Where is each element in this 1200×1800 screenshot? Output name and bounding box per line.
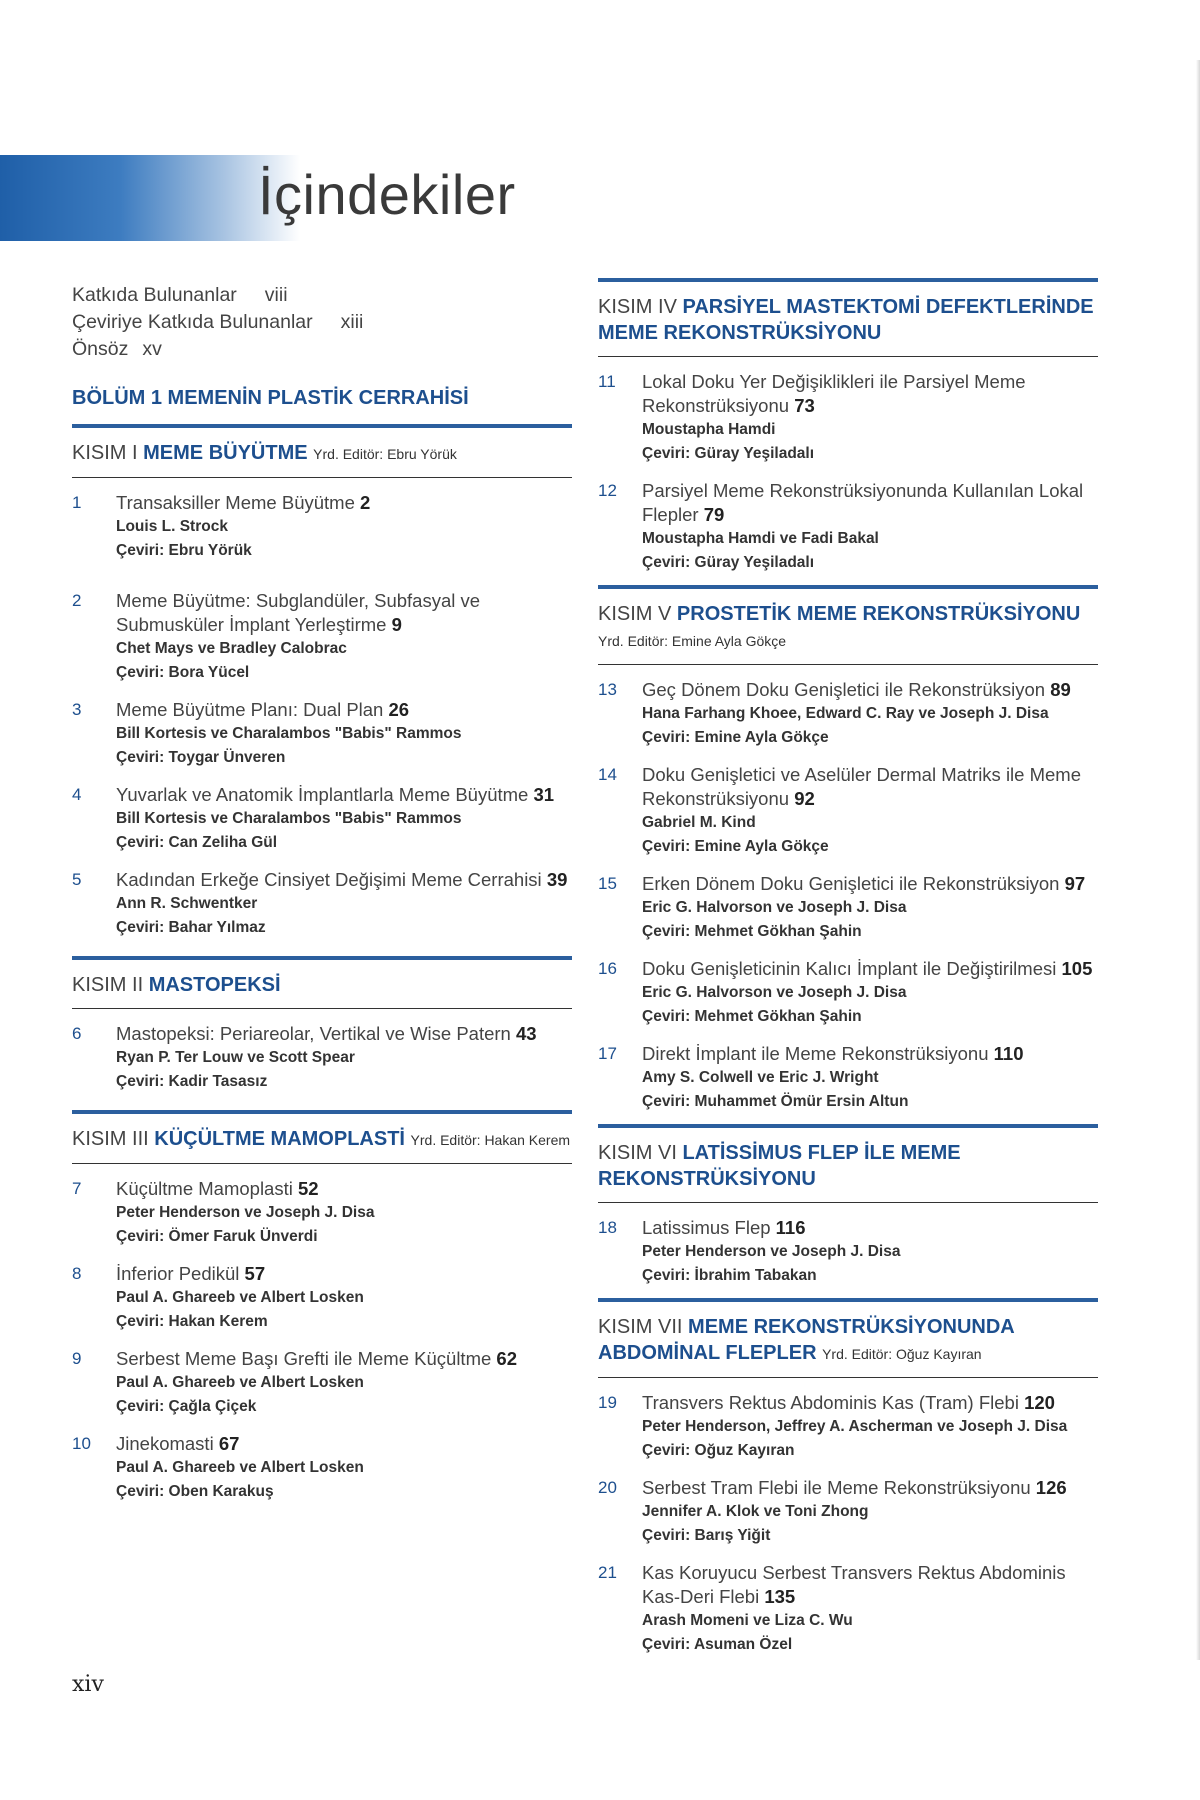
chapter-page: 110 bbox=[993, 1043, 1024, 1064]
chapter-title: Kas Koruyucu Serbest Transvers Rektus Abdominis Kas-Deri Flebi bbox=[642, 1562, 1066, 1607]
section-number: KISIM II bbox=[72, 974, 144, 996]
chapter-title: Parsiyel Meme Rekonstrüksiyonunda Kullanılan Lokal Flepler bbox=[642, 480, 1084, 525]
section-heading bbox=[598, 1128, 1098, 1203]
chapter-number: 3 bbox=[72, 700, 82, 719]
front-matter-item[interactable] bbox=[72, 282, 572, 309]
chapter-page: 97 bbox=[1064, 873, 1086, 894]
chapter-translator: Çeviri: Bora Yücel bbox=[116, 664, 250, 681]
section-heading bbox=[598, 589, 1098, 665]
chapter-title: Transaksiller Meme Büyütme bbox=[116, 492, 355, 513]
chapter-entry[interactable] bbox=[598, 957, 1098, 1029]
chapter-authors: Peter Henderson ve Joseph J. Disa bbox=[642, 1243, 901, 1260]
front-matter-page: viii bbox=[264, 284, 288, 306]
right-column bbox=[598, 278, 1098, 1657]
chapter-authors: Jennifer A. Klok ve Toni Zhong bbox=[642, 1503, 869, 1520]
chapter-translator: Çeviri: Ebru Yörük bbox=[116, 542, 252, 559]
front-matter-page: xiii bbox=[340, 311, 364, 333]
chapter-translator: Çeviri: Güray Yeşiladalı bbox=[642, 554, 815, 571]
section-heading bbox=[598, 1302, 1098, 1378]
chapter-entry[interactable] bbox=[598, 1561, 1098, 1657]
chapter-page: 67 bbox=[218, 1433, 240, 1454]
chapter-authors: Peter Henderson, Jeffrey A. Ascherman ve Joseph J. Disa bbox=[642, 1418, 1068, 1435]
chapter-title: Mastopeksi: Periareolar, Vertikal ve Wise Patern bbox=[116, 1023, 511, 1044]
chapter-title: Meme Büyütme Planı: Dual Plan bbox=[116, 699, 384, 720]
chapter-title: Erken Dönem Doku Genişletici ile Rekonstrüksiyon bbox=[642, 873, 1060, 894]
chapter-title: Serbest Tram Flebi ile Meme Rekonstrüksiyonu bbox=[642, 1477, 1031, 1498]
chapter-authors: Paul A. Ghareeb ve Albert Losken bbox=[116, 1374, 364, 1391]
chapter-page: 120 bbox=[1024, 1392, 1055, 1413]
chapter-entry[interactable] bbox=[598, 1391, 1098, 1463]
chapter-number: 1 bbox=[72, 493, 82, 512]
chapter-authors: Paul A. Ghareeb ve Albert Losken bbox=[116, 1289, 364, 1306]
chapter-translator: Çeviri: Asuman Özel bbox=[642, 1636, 793, 1653]
chapter-translator: Çeviri: Kadir Tasasız bbox=[116, 1073, 268, 1090]
section-number: KISIM VII bbox=[598, 1316, 683, 1338]
chapter-authors: Louis L. Strock bbox=[116, 518, 228, 535]
section-title: LATİSSİMUS FLEP İLE MEME REKONSTRÜKSİYONU bbox=[598, 1142, 961, 1190]
chapter-page: 79 bbox=[703, 504, 725, 525]
section-title: KÜÇÜLTME MAMOPLASTİ bbox=[154, 1128, 405, 1150]
chapter-page: 62 bbox=[496, 1348, 517, 1369]
chapter-page: 52 bbox=[297, 1178, 319, 1199]
front-matter-label: Önsöz bbox=[72, 338, 129, 360]
chapter-translator: Çeviri: Emine Ayla Gökçe bbox=[642, 729, 829, 746]
chapter-translator: Çeviri: Can Zeliha Gül bbox=[116, 834, 278, 851]
chapter-title: Transvers Rektus Abdominis Kas (Tram) Flebi bbox=[642, 1392, 1019, 1413]
chapter-translator: Çeviri: Mehmet Gökhan Şahin bbox=[642, 1008, 862, 1025]
chapter-entry[interactable] bbox=[72, 868, 572, 940]
chapter-title: Lokal Doku Yer Değişiklikleri ile Parsiyel Meme Rekonstrüksiyonu bbox=[642, 371, 1026, 416]
chapter-translator: Çeviri: Bahar Yılmaz bbox=[116, 919, 266, 936]
chapter-title: Serbest Meme Başı Grefti ile Meme Küçültme bbox=[116, 1348, 492, 1369]
chapter-page: 57 bbox=[244, 1263, 266, 1284]
section-number: KISIM III bbox=[72, 1128, 149, 1150]
chapter-authors: Paul A. Ghareeb ve Albert Losken bbox=[116, 1459, 364, 1476]
chapter-title: Direkt İmplant ile Meme Rekonstrüksiyonu bbox=[642, 1043, 989, 1064]
chapter-page: 135 bbox=[764, 1586, 796, 1607]
page-title: İçindekiler bbox=[258, 163, 516, 226]
chapter-entry[interactable] bbox=[72, 1432, 572, 1504]
chapter-entry[interactable] bbox=[72, 1262, 572, 1334]
chapter-page: 116 bbox=[775, 1217, 806, 1238]
chapter-title: Jinekomasti bbox=[116, 1433, 214, 1454]
chapter-page: 2 bbox=[360, 492, 371, 513]
chapter-authors: Gabriel M. Kind bbox=[642, 814, 756, 831]
chapter-authors: Amy S. Colwell ve Eric J. Wright bbox=[642, 1069, 879, 1086]
chapter-number: 10 bbox=[72, 1434, 91, 1453]
chapter-number: 4 bbox=[72, 785, 82, 804]
front-matter-item[interactable] bbox=[72, 309, 572, 336]
chapter-page: 73 bbox=[794, 395, 815, 416]
left-column bbox=[72, 282, 572, 1504]
chapter-entry[interactable] bbox=[598, 763, 1098, 859]
chapter-entry[interactable] bbox=[72, 783, 572, 855]
chapter-number: 11 bbox=[598, 372, 616, 391]
chapter-authors: Moustapha Hamdi bbox=[642, 421, 776, 438]
chapter-translator: Çeviri: Güray Yeşiladalı bbox=[642, 445, 815, 462]
chapter-title: Geç Dönem Doku Genişletici ile Rekonstrüksiyon bbox=[642, 679, 1046, 700]
chapter-page: 43 bbox=[515, 1023, 537, 1044]
section-title: PARSİYEL MASTEKTOMİ DEFEKTLERİNDE MEME REKONSTRÜKSİYONU bbox=[598, 296, 1094, 344]
chapter-number: 17 bbox=[598, 1044, 617, 1063]
section-number: KISIM VI bbox=[598, 1142, 677, 1164]
section-heading bbox=[72, 1114, 572, 1164]
chapter-entry[interactable] bbox=[598, 479, 1098, 575]
chapter-title: Yuvarlak ve Anatomik İmplantlarla Meme Büyütme bbox=[116, 784, 529, 805]
chapter-number: 5 bbox=[72, 870, 82, 889]
chapter-title: Meme Büyütme: Subglandüler, Subfasyal ve Submusküler İmplant Yerleştirme bbox=[116, 590, 481, 635]
section-editor: Yrd. Editör: Oğuz Kayıran bbox=[822, 1346, 982, 1362]
chapter-number: 2 bbox=[72, 591, 82, 610]
section-heading bbox=[72, 960, 572, 1009]
chapter-page: 105 bbox=[1061, 958, 1093, 979]
section-title: MASTOPEKSİ bbox=[148, 974, 281, 996]
chapter-title: Latissimus Flep bbox=[642, 1217, 771, 1238]
chapter-title: İnferior Pedikül bbox=[116, 1263, 240, 1284]
chapter-page: 89 bbox=[1050, 679, 1071, 700]
chapter-authors: Chet Mays ve Bradley Calobrac bbox=[116, 640, 347, 657]
chapter-translator: Çeviri: Mehmet Gökhan Şahin bbox=[642, 923, 862, 940]
section-heading bbox=[72, 428, 572, 478]
chapter-authors: Peter Henderson ve Joseph J. Disa bbox=[116, 1204, 375, 1221]
section-title: MEME BÜYÜTME bbox=[143, 442, 308, 464]
chapter-title: Doku Genişleticinin Kalıcı İmplant ile Değiştirilmesi bbox=[642, 958, 1057, 979]
chapter-authors: Bill Kortesis ve Charalambos "Babis" Rammos bbox=[116, 810, 462, 827]
chapter-authors: Arash Momeni ve Liza C. Wu bbox=[642, 1612, 853, 1629]
chapter-entry[interactable] bbox=[598, 1042, 1098, 1114]
chapter-title: Kadından Erkeğe Cinsiyet Değişimi Meme Cerrahisi bbox=[116, 869, 542, 890]
chapter-number: 14 bbox=[598, 765, 617, 784]
chapter-number: 15 bbox=[598, 874, 617, 893]
chapter-entry[interactable] bbox=[598, 1476, 1098, 1548]
chapter-page: 126 bbox=[1035, 1477, 1067, 1498]
front-matter-page: xv bbox=[142, 338, 162, 360]
chapter-entry[interactable] bbox=[598, 678, 1098, 750]
chapter-number: 9 bbox=[72, 1349, 82, 1368]
section-number: KISIM V bbox=[598, 603, 672, 625]
chapter-page: 92 bbox=[794, 788, 815, 809]
chapter-number: 6 bbox=[72, 1024, 82, 1043]
chapter-translator: Çeviri: Çağla Çiçek bbox=[116, 1398, 257, 1415]
chapter-number: 20 bbox=[598, 1478, 617, 1497]
chapter-translator: Çeviri: Emine Ayla Gökçe bbox=[642, 838, 829, 855]
chapter-entry[interactable] bbox=[72, 491, 572, 563]
chapter-entry[interactable] bbox=[598, 1216, 1098, 1288]
chapter-entry[interactable] bbox=[598, 872, 1098, 944]
chapter-entry[interactable] bbox=[72, 1177, 572, 1249]
chapter-page: 39 bbox=[546, 869, 568, 890]
chapter-number: 13 bbox=[598, 680, 617, 699]
chapter-authors: Eric G. Halvorson ve Joseph J. Disa bbox=[642, 984, 907, 1001]
chapter-translator: Çeviri: Muhammet Ömür Ersin Altun bbox=[642, 1093, 909, 1110]
chapter-translator: Çeviri: Toygar Ünveren bbox=[116, 749, 286, 766]
chapter-number: 21 bbox=[598, 1563, 617, 1582]
chapter-title: Doku Genişletici ve Aselüler Dermal Matriks ile Meme Rekonstrüksiyonu bbox=[642, 764, 1081, 809]
section-title: MEME REKONSTRÜKSİYONUNDA ABDOMİNAL FLEPLER bbox=[598, 1316, 1014, 1364]
chapter-number: 12 bbox=[598, 481, 617, 500]
chapter-number: 16 bbox=[598, 959, 617, 978]
front-matter-label: Katkıda Bulunanlar bbox=[72, 284, 237, 306]
front-matter-label: Çeviriye Katkıda Bulunanlar bbox=[72, 311, 313, 333]
chapter-translator: Çeviri: Ömer Faruk Ünverdi bbox=[116, 1228, 318, 1245]
chapter-entry[interactable] bbox=[598, 370, 1098, 466]
section-editor: Yrd. Editör: Ebru Yörük bbox=[313, 446, 457, 462]
chapter-title: Küçültme Mamoplasti bbox=[116, 1178, 293, 1199]
chapter-number: 7 bbox=[72, 1179, 82, 1198]
chapter-translator: Çeviri: Hakan Kerem bbox=[116, 1313, 268, 1330]
chapter-authors: Ann R. Schwentker bbox=[116, 895, 258, 912]
chapter-entry[interactable] bbox=[72, 698, 572, 770]
chapter-translator: Çeviri: Oğuz Kayıran bbox=[642, 1442, 795, 1459]
chapter-translator: Çeviri: Oben Karakuş bbox=[116, 1483, 274, 1500]
section-number: KISIM I bbox=[72, 442, 138, 464]
chapter-page: 31 bbox=[533, 784, 555, 805]
front-matter-item[interactable] bbox=[72, 336, 572, 363]
chapter-authors: Ryan P. Ter Louw ve Scott Spear bbox=[116, 1049, 355, 1066]
page-number: xiv bbox=[72, 1672, 104, 1697]
chapter-number: 18 bbox=[598, 1218, 617, 1237]
chapter-authors: Hana Farhang Khoee, Edward C. Ray ve Joseph J. Disa bbox=[642, 705, 1049, 722]
chapter-page: 9 bbox=[391, 614, 402, 635]
chapter-authors: Eric G. Halvorson ve Joseph J. Disa bbox=[642, 899, 907, 916]
section-heading bbox=[598, 282, 1098, 357]
page-edge-shadow bbox=[1196, 60, 1200, 1660]
chapter-authors: Moustapha Hamdi ve Fadi Bakal bbox=[642, 530, 879, 547]
chapter-entry[interactable] bbox=[72, 1022, 572, 1094]
section-title: PROSTETİK MEME REKONSTRÜKSİYONU bbox=[676, 603, 1081, 625]
chapter-translator: Çeviri: İbrahim Tabakan bbox=[642, 1267, 817, 1284]
section-number: KISIM IV bbox=[598, 296, 677, 318]
chapter-number: 8 bbox=[72, 1264, 82, 1283]
chapter-authors: Bill Kortesis ve Charalambos "Babis" Rammos bbox=[116, 725, 462, 742]
chapter-translator: Çeviri: Barış Yiğit bbox=[642, 1527, 771, 1544]
chapter-page: 26 bbox=[388, 699, 410, 720]
chapter-number: 19 bbox=[598, 1393, 617, 1412]
header-banner bbox=[0, 155, 300, 241]
section-editor: Yrd. Editör: Hakan Kerem bbox=[410, 1132, 571, 1148]
part-heading: BÖLÜM 1 MEMENİN PLASTİK CERRAHİSİ bbox=[72, 387, 469, 409]
chapter-entry[interactable] bbox=[72, 1347, 572, 1419]
section-editor: Yrd. Editör: Emine Ayla Gökçe bbox=[598, 633, 787, 649]
chapter-entry[interactable] bbox=[72, 589, 572, 685]
